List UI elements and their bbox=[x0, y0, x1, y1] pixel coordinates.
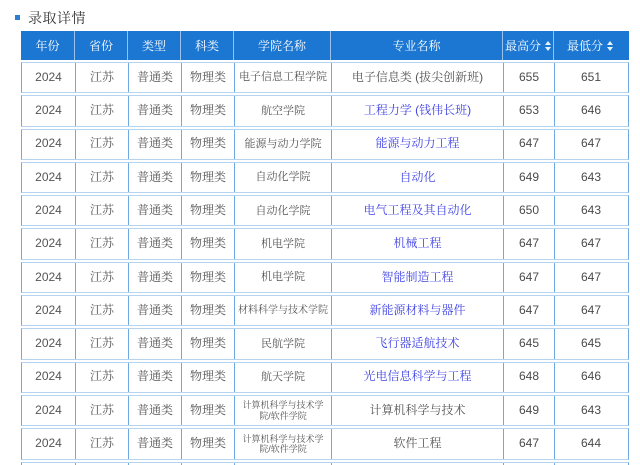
cell-province: 江苏 bbox=[75, 429, 128, 458]
cell-college: 计算机科学与技术学院/软件学院 bbox=[234, 396, 331, 425]
major-link[interactable]: 飞行器适航技术 bbox=[375, 336, 460, 351]
cell-major: 计算机科学与技术 bbox=[331, 396, 503, 425]
table-row-partial bbox=[21, 462, 629, 465]
cell-type: 普通类 bbox=[128, 96, 181, 125]
cell-province: 江苏 bbox=[75, 196, 128, 225]
cell-major bbox=[331, 130, 503, 159]
major-link[interactable]: 新能源材料与器件 bbox=[369, 302, 466, 317]
bullet-icon bbox=[15, 15, 20, 20]
cell-major bbox=[331, 96, 503, 125]
cell-subject: 物理类 bbox=[181, 329, 234, 358]
cell-year: 2024 bbox=[35, 302, 62, 317]
cell-type: 普通类 bbox=[128, 363, 181, 392]
cell-min: 647 bbox=[554, 296, 627, 325]
cell-major bbox=[331, 229, 503, 258]
column-header-label: 类型 bbox=[141, 39, 166, 53]
cell-year: 2024 bbox=[35, 202, 62, 217]
major-link[interactable]: 智能制造工程 bbox=[381, 269, 454, 284]
major-link[interactable]: 电气工程及其自动化 bbox=[363, 202, 472, 217]
table-row bbox=[21, 328, 629, 359]
cell-max: 650 bbox=[503, 196, 554, 225]
cell-college: 材料科学与技术学院 bbox=[234, 296, 331, 325]
cell-province: 江苏 bbox=[75, 63, 128, 92]
cell-subject: 物理类 bbox=[181, 196, 234, 225]
cell-type: 普通类 bbox=[128, 196, 181, 225]
cell-year: 2024 bbox=[35, 402, 62, 417]
cell-subject: 物理类 bbox=[181, 96, 234, 125]
cell-college: 计算机科学与技术学院/软件学院 bbox=[234, 429, 331, 458]
column-header-label: 年份 bbox=[35, 39, 60, 53]
table-row bbox=[21, 428, 629, 459]
cell-max: 653 bbox=[503, 96, 554, 125]
cell-min: 643 bbox=[554, 196, 627, 225]
page-title: 录取详情 bbox=[28, 9, 86, 26]
cell-province: 江苏 bbox=[75, 296, 128, 325]
cell-province: 江苏 bbox=[75, 130, 128, 159]
column-header-label: 省份 bbox=[88, 39, 113, 53]
cell-type: 普通类 bbox=[128, 296, 181, 325]
table-row bbox=[21, 262, 629, 293]
cell-college: 机电学院 bbox=[234, 229, 331, 258]
cell-max: 655 bbox=[503, 63, 554, 92]
column-header-year bbox=[21, 31, 74, 60]
cell-province: 江苏 bbox=[75, 396, 128, 425]
column-header-label: 最低分 bbox=[566, 39, 603, 53]
column-header-subject bbox=[180, 31, 233, 60]
cell-year: 2024 bbox=[35, 236, 62, 251]
major-link[interactable]: 工程力学 (钱伟长班) bbox=[363, 103, 472, 118]
table-row bbox=[21, 62, 629, 93]
cell-year: 2024 bbox=[35, 169, 62, 184]
cell-min: 647 bbox=[554, 229, 627, 258]
cell-type: 普通类 bbox=[128, 163, 181, 192]
cell-max: 647 bbox=[503, 429, 554, 458]
table-row bbox=[21, 395, 629, 426]
cell-year: 2024 bbox=[35, 369, 62, 384]
cell-college: 民航学院 bbox=[234, 329, 331, 358]
cell-min: 644 bbox=[554, 429, 627, 458]
column-header-label: 最高分 bbox=[504, 39, 541, 53]
table-row bbox=[21, 129, 629, 160]
cell-year: 2024 bbox=[35, 436, 62, 451]
cell-year: 2024 bbox=[35, 269, 62, 284]
section-title-row bbox=[14, 9, 640, 26]
cell-type: 普通类 bbox=[128, 130, 181, 159]
cell-min: 643 bbox=[554, 163, 627, 192]
cell-subject: 物理类 bbox=[181, 363, 234, 392]
cell-subject: 物理类 bbox=[181, 229, 234, 258]
cell-major bbox=[331, 329, 503, 358]
major-link[interactable]: 自动化 bbox=[399, 169, 436, 184]
cell-province: 江苏 bbox=[75, 229, 128, 258]
cell-min: 647 bbox=[554, 130, 627, 159]
table-row bbox=[21, 195, 629, 226]
cell-type: 普通类 bbox=[128, 396, 181, 425]
table-header-row bbox=[21, 31, 629, 60]
table-row bbox=[21, 228, 629, 259]
major-link[interactable]: 机械工程 bbox=[393, 236, 442, 251]
cell-max: 647 bbox=[503, 263, 554, 292]
column-header-college bbox=[233, 31, 330, 60]
cell-college: 航空学院 bbox=[234, 96, 331, 125]
cell-max: 647 bbox=[503, 229, 554, 258]
cell-subject: 物理类 bbox=[181, 163, 234, 192]
cell-max: 645 bbox=[503, 329, 554, 358]
cell-subject: 物理类 bbox=[181, 429, 234, 458]
major-link[interactable]: 能源与动力工程 bbox=[375, 136, 460, 151]
column-header-major bbox=[330, 31, 502, 60]
column-header-type bbox=[127, 31, 180, 60]
cell-major bbox=[331, 363, 503, 392]
cell-year: 2024 bbox=[35, 136, 62, 151]
cell-province: 江苏 bbox=[75, 329, 128, 358]
cell-subject: 物理类 bbox=[181, 130, 234, 159]
cell-max: 647 bbox=[503, 296, 554, 325]
table-row bbox=[21, 95, 629, 126]
cell-province: 江苏 bbox=[75, 163, 128, 192]
cell-max: 648 bbox=[503, 363, 554, 392]
sort-icon[interactable] bbox=[607, 41, 613, 51]
cell-max: 647 bbox=[503, 130, 554, 159]
cell-major bbox=[331, 163, 503, 192]
cell-subject: 物理类 bbox=[181, 296, 234, 325]
cell-province: 江苏 bbox=[75, 263, 128, 292]
cell-major bbox=[331, 196, 503, 225]
cell-province: 江苏 bbox=[75, 96, 128, 125]
cell-province: 江苏 bbox=[75, 363, 128, 392]
cell-type: 普通类 bbox=[128, 429, 181, 458]
column-header-max[interactable] bbox=[502, 31, 553, 60]
cell-subject: 物理类 bbox=[181, 263, 234, 292]
major-link[interactable]: 光电信息科学与工程 bbox=[363, 369, 472, 384]
admission-table bbox=[21, 31, 629, 465]
cell-college: 能源与动力学院 bbox=[234, 130, 331, 159]
cell-major: 软件工程 bbox=[331, 429, 503, 458]
cell-major bbox=[331, 296, 503, 325]
cell-major bbox=[331, 263, 503, 292]
cell-min: 646 bbox=[554, 363, 627, 392]
cell-type: 普通类 bbox=[128, 63, 181, 92]
cell-max: 649 bbox=[503, 396, 554, 425]
cell-min: 647 bbox=[554, 263, 627, 292]
column-header-label: 科类 bbox=[194, 39, 219, 53]
cell-min: 643 bbox=[554, 396, 627, 425]
cell-subject: 物理类 bbox=[181, 63, 234, 92]
cell-type: 普通类 bbox=[128, 229, 181, 258]
cell-college: 航天学院 bbox=[234, 363, 331, 392]
cell-min: 646 bbox=[554, 96, 627, 125]
cell-college: 自动化学院 bbox=[234, 163, 331, 192]
cell-college: 自动化学院 bbox=[234, 196, 331, 225]
column-header-label: 学院名称 bbox=[257, 39, 306, 53]
cell-subject: 物理类 bbox=[181, 396, 234, 425]
cell-major: 电子信息类 (拔尖创新班) bbox=[331, 63, 503, 92]
cell-college: 机电学院 bbox=[234, 263, 331, 292]
cell-min: 645 bbox=[554, 329, 627, 358]
column-header-province bbox=[74, 31, 127, 60]
cell-type: 普通类 bbox=[128, 329, 181, 358]
cell-college: 电子信息工程学院 bbox=[234, 63, 331, 92]
cell-year: 2024 bbox=[35, 103, 62, 118]
cell-year: 2024 bbox=[35, 336, 62, 351]
cell-year: 2024 bbox=[35, 69, 62, 84]
column-header-min[interactable] bbox=[553, 31, 626, 60]
cell-min: 651 bbox=[554, 63, 627, 92]
cell-type: 普通类 bbox=[128, 263, 181, 292]
table-row bbox=[21, 162, 629, 193]
cell-max: 649 bbox=[503, 163, 554, 192]
table-row bbox=[21, 295, 629, 326]
sort-icon[interactable] bbox=[545, 41, 551, 51]
table-row bbox=[21, 362, 629, 393]
table-body bbox=[21, 62, 629, 465]
column-header-label: 专业名称 bbox=[392, 39, 441, 53]
